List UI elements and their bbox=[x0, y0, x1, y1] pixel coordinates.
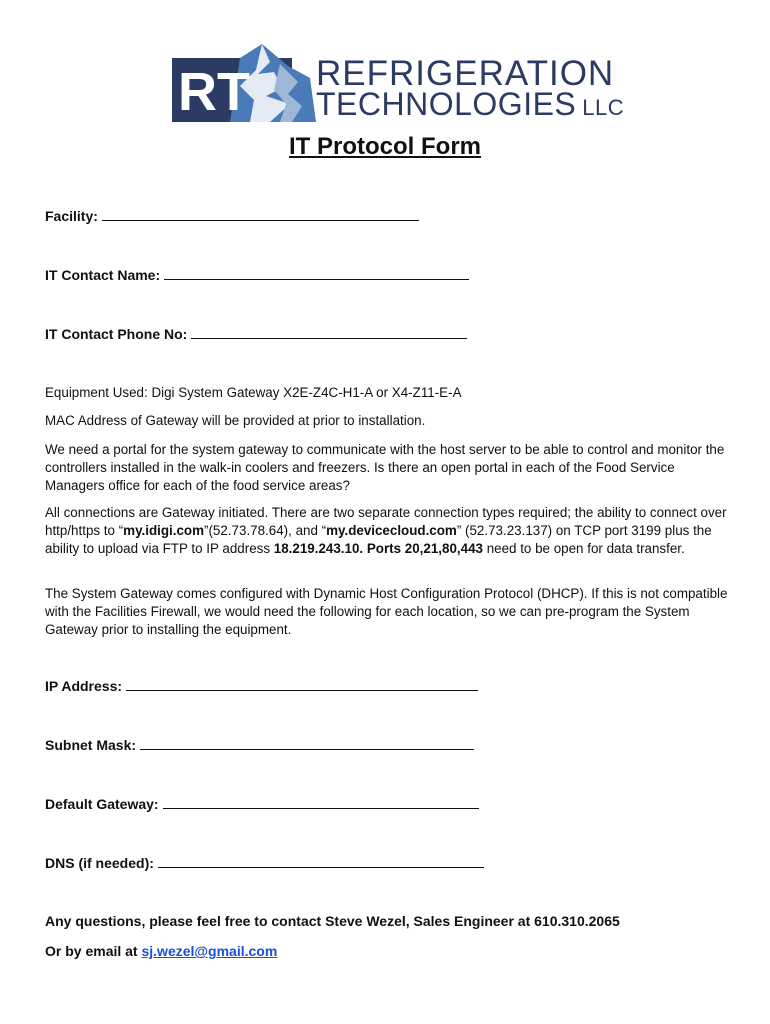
host-devicecloud: my.devicecloud.com bbox=[326, 523, 457, 538]
contact-phone-field bbox=[45, 326, 467, 342]
dns-blank[interactable] bbox=[158, 855, 484, 868]
default-gateway-blank[interactable] bbox=[163, 796, 479, 809]
ip-address-label: IP Address: bbox=[45, 678, 123, 694]
facility-label: Facility: bbox=[45, 208, 98, 224]
facility-field bbox=[45, 208, 419, 224]
equipment-text: Equipment Used: Digi System Gateway X2E-Z4C-H1-A or X4-Z11-E-A bbox=[45, 385, 462, 400]
portal-text: We need a portal for the system gateway to communicate with the host server to be able to control and monitor the controllers installed in the walk-in coolers and freezers. Is there an open portal in each of the Food Service Managers office for each of the food service areas? bbox=[45, 442, 725, 493]
contact-name-field bbox=[45, 267, 469, 283]
contact-name-blank[interactable] bbox=[164, 267, 469, 280]
default-gateway-label: Default Gateway: bbox=[45, 796, 159, 812]
dhcp-text: The System Gateway comes configured with Dynamic Host Configuration Protocol (DHCP). If this is not compatible with the Facilities Firewall, we would need the following for each location, so we can pre-program the System Gateway prior to installing the equipment. bbox=[45, 586, 728, 637]
ftp-address-ports: 18.219.243.10. Ports 20,21,80,443 bbox=[273, 541, 483, 556]
contact-email-line bbox=[45, 943, 277, 959]
ip-address-blank[interactable] bbox=[126, 678, 478, 691]
page-title: IT Protocol Form bbox=[289, 133, 481, 160]
logo-line2 bbox=[316, 86, 624, 123]
logo-llc: LLC bbox=[582, 95, 625, 120]
dns-field bbox=[45, 855, 484, 871]
contact-questions: Any questions, please feel free to contact Steve Wezel, Sales Engineer at 610.310.2065 bbox=[45, 913, 620, 929]
default-gateway-field bbox=[45, 796, 479, 812]
host-idigi: my.idigi.com bbox=[123, 523, 205, 538]
email-prefix: Or by email at bbox=[45, 943, 142, 959]
ip-address-field bbox=[45, 678, 478, 694]
email-link[interactable]: sj.wezel@gmail.com bbox=[141, 943, 278, 959]
connections-part4: need to be open for data transfer. bbox=[482, 541, 685, 556]
facility-blank[interactable] bbox=[102, 208, 419, 221]
dns-label: DNS (if needed): bbox=[45, 855, 154, 871]
connections-part3: ” (52.73.23.137) on TCP port 3199 plus the ability to upload via FTP to IP address bbox=[45, 523, 712, 556]
logo-mark-text: RT bbox=[178, 62, 250, 122]
contact-name-label: IT Contact Name: bbox=[45, 267, 161, 283]
contact-phone-label: IT Contact Phone No: bbox=[45, 326, 188, 342]
company-logo bbox=[170, 44, 625, 126]
connections-part1: All connections are Gateway initiated. There are two separate connection types required; the ability to connect over http/https to “ bbox=[45, 505, 727, 538]
subnet-mask-blank[interactable] bbox=[140, 737, 474, 750]
logo-mountain-mark bbox=[170, 44, 316, 126]
logo-line1: REFRIGERATION bbox=[316, 54, 615, 93]
mac-text: MAC Address of Gateway will be provided at prior to installation. bbox=[45, 413, 426, 428]
contact-phone-blank[interactable] bbox=[191, 326, 467, 339]
connections-part2: ”(52.73.78.64), and “ bbox=[204, 523, 327, 538]
logo-line2-text: TECHNOLOGIES bbox=[316, 86, 577, 122]
subnet-mask-field bbox=[45, 737, 474, 753]
connections-text bbox=[45, 504, 735, 558]
subnet-mask-label: Subnet Mask: bbox=[45, 737, 137, 753]
